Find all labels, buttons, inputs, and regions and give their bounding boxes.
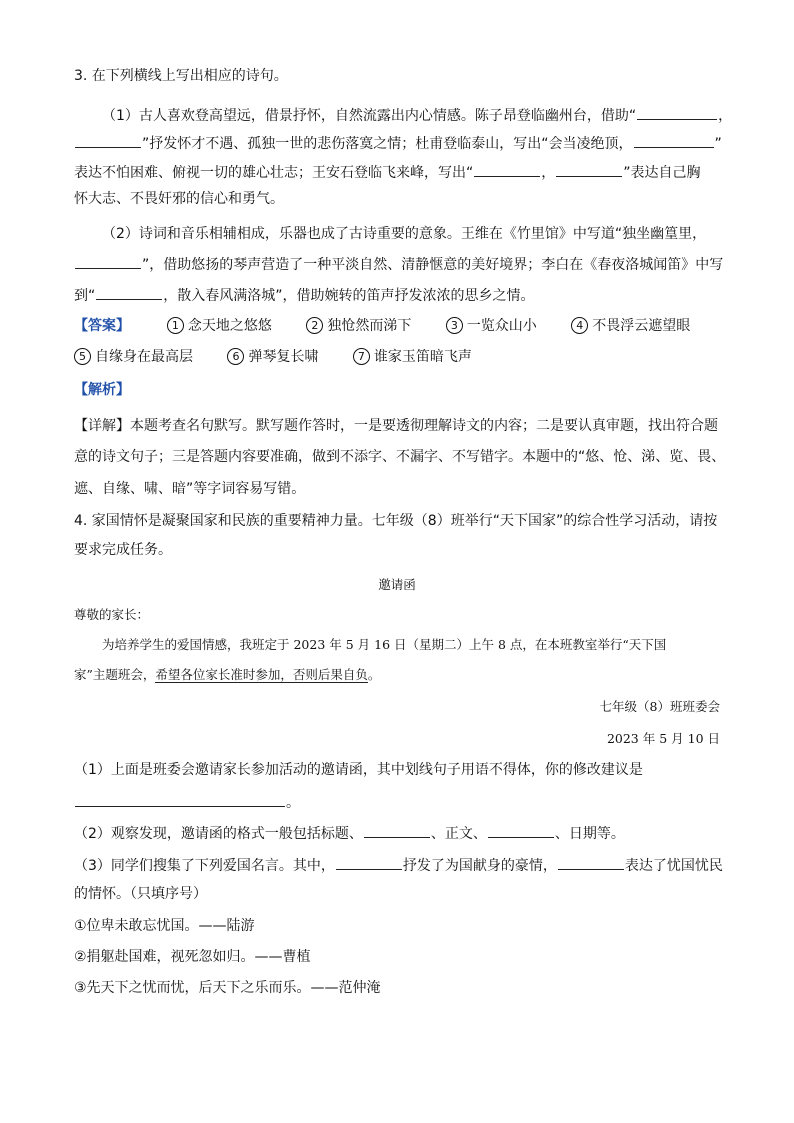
answer-blank[interactable] <box>96 284 162 300</box>
invitation-title: 邀请函 <box>378 577 416 592</box>
q3-p1-line3: 表达不怕困难、俯视一切的雄心壮志；王安石登临飞来峰，写出“ ， ”表达自己胸 <box>74 161 720 183</box>
answer-item: 7 谁家玉笛暗飞声 <box>353 347 472 367</box>
answer-blank[interactable] <box>75 791 285 807</box>
answer-item: 3 一览众山小 <box>446 316 537 336</box>
answer-item: 2 独怆然而涕下 <box>306 316 411 336</box>
q4-intro-line2: 要求完成任务。 <box>74 542 172 558</box>
answer-item: 6 弹琴复长啸 <box>227 347 318 367</box>
answer-blank[interactable] <box>556 161 622 177</box>
invitation-greeting: 尊敬的家长： <box>74 607 150 622</box>
answer-blank[interactable] <box>637 104 717 120</box>
answer-item: 4 不畏浮云遮望眼 <box>571 316 690 336</box>
answer-row-1 <box>74 316 720 336</box>
q4-intro-line1: 4. 家国情怀是凝聚国家和民族的重要精神力量。七年级（8）班举行“天下国家”的综合性学习活动，请按 <box>74 513 718 529</box>
answer-blank[interactable] <box>75 253 141 269</box>
quote-item: ③先天下之忧而忧，后天下之乐而乐。——范仲淹 <box>74 980 381 996</box>
analysis-label: 【解析】 <box>74 382 130 398</box>
answer-blank[interactable] <box>558 854 624 870</box>
q3-p1-line1: （1）古人喜欢登高望远，借景抒怀，自然流露出内心情感。陈子昂登临幽州台，借助“ ， <box>102 104 720 126</box>
q4-s1-line2: 。 <box>74 791 720 813</box>
q3-title: 3. 在下列横线上写出相应的诗句。 <box>74 68 288 84</box>
answer-item: 5 自缘身在最高层 <box>74 347 193 367</box>
q3-p2-line1: （2）诗词和音乐相辅相成，乐器也成了古诗重要的意象。王维在《竹里馆》中写道“独坐幽篁里， <box>102 226 707 242</box>
q3-p2-line2: ”，借助悠扬的琴声营造了一种平淡自然、清静惬意的美好境界；李白在《春夜洛城闻笛》中写 <box>74 253 720 275</box>
answer-label: 【答案】 <box>74 318 130 334</box>
q4-s2: （2）观察发现，邀请函的格式一般包括标题、 、正文、 、日期等。 <box>74 822 720 844</box>
invitation-body-line2: 家”主题班会，希望各位家长准时参加，否则后果自负。 <box>74 667 381 682</box>
quote-item: ②捐躯赴国难，视死忽如归。——曹植 <box>74 949 311 965</box>
answer-blank[interactable] <box>634 132 714 148</box>
q4-s3-line2: 的情怀。（只填序号） <box>74 886 207 902</box>
invitation-date: 2023 年 5 月 10 日 <box>606 731 720 746</box>
answer-blank[interactable] <box>364 822 430 838</box>
invitation-signer: 七年级（8）班班委会 <box>599 699 720 714</box>
q3-p1-line2: ”抒发怀才不遇、孤独一世的悲伤落寞之情；杜甫登临泰山，写出“会当凌绝顶， ” <box>74 132 720 154</box>
quote-item: ①位卑未敢忘忧国。——陆游 <box>74 918 255 934</box>
underlined-sentence: 希望各位家长准时参加，否则后果自负 <box>155 667 368 682</box>
detail-line2: 意的诗文句子；三是答题内容要准确，做到不添字、不漏字、不写错字。本题中的“悠、怆、涕、览、畏、 <box>74 449 726 465</box>
answer-item: 1 念天地之悠悠 <box>167 316 272 336</box>
answer-blank[interactable] <box>474 161 540 177</box>
answer-row-2 <box>74 347 720 367</box>
detail-line1: 【详解】本题考查名句默写。默写题作答时，一是要透彻理解诗文的内容；二是要认真审题，找出符合题 <box>74 418 718 434</box>
q4-s1-line1: （1）上面是班委会邀请家长参加活动的邀请函，其中划线句子用语不得体，你的修改建议是 <box>74 762 643 778</box>
answer-blank[interactable] <box>488 822 554 838</box>
answer-blank[interactable] <box>336 854 402 870</box>
detail-line3: 遮、自缘、啸、暗”等字词容易写错。 <box>74 481 306 497</box>
answer-blank[interactable] <box>75 132 141 148</box>
q3-p2-line3: 到“ ，散入春风满洛城”，借助婉转的笛声抒发浓浓的思乡之情。 <box>74 284 720 306</box>
q3-p1-line4: 怀大志、不畏奸邪的信心和勇气。 <box>74 191 284 207</box>
q4-s3-line1: （3）同学们搜集了下列爱国名言。其中， 抒发了为国献身的豪情， 表达了忧国忧民 <box>74 854 720 876</box>
invitation-body-line1: 为培养学生的爱国情感，我班定于 2023 年 5 月 16 日（星期二）上午 8 点，在本班教室举行“天下国 <box>102 637 667 652</box>
